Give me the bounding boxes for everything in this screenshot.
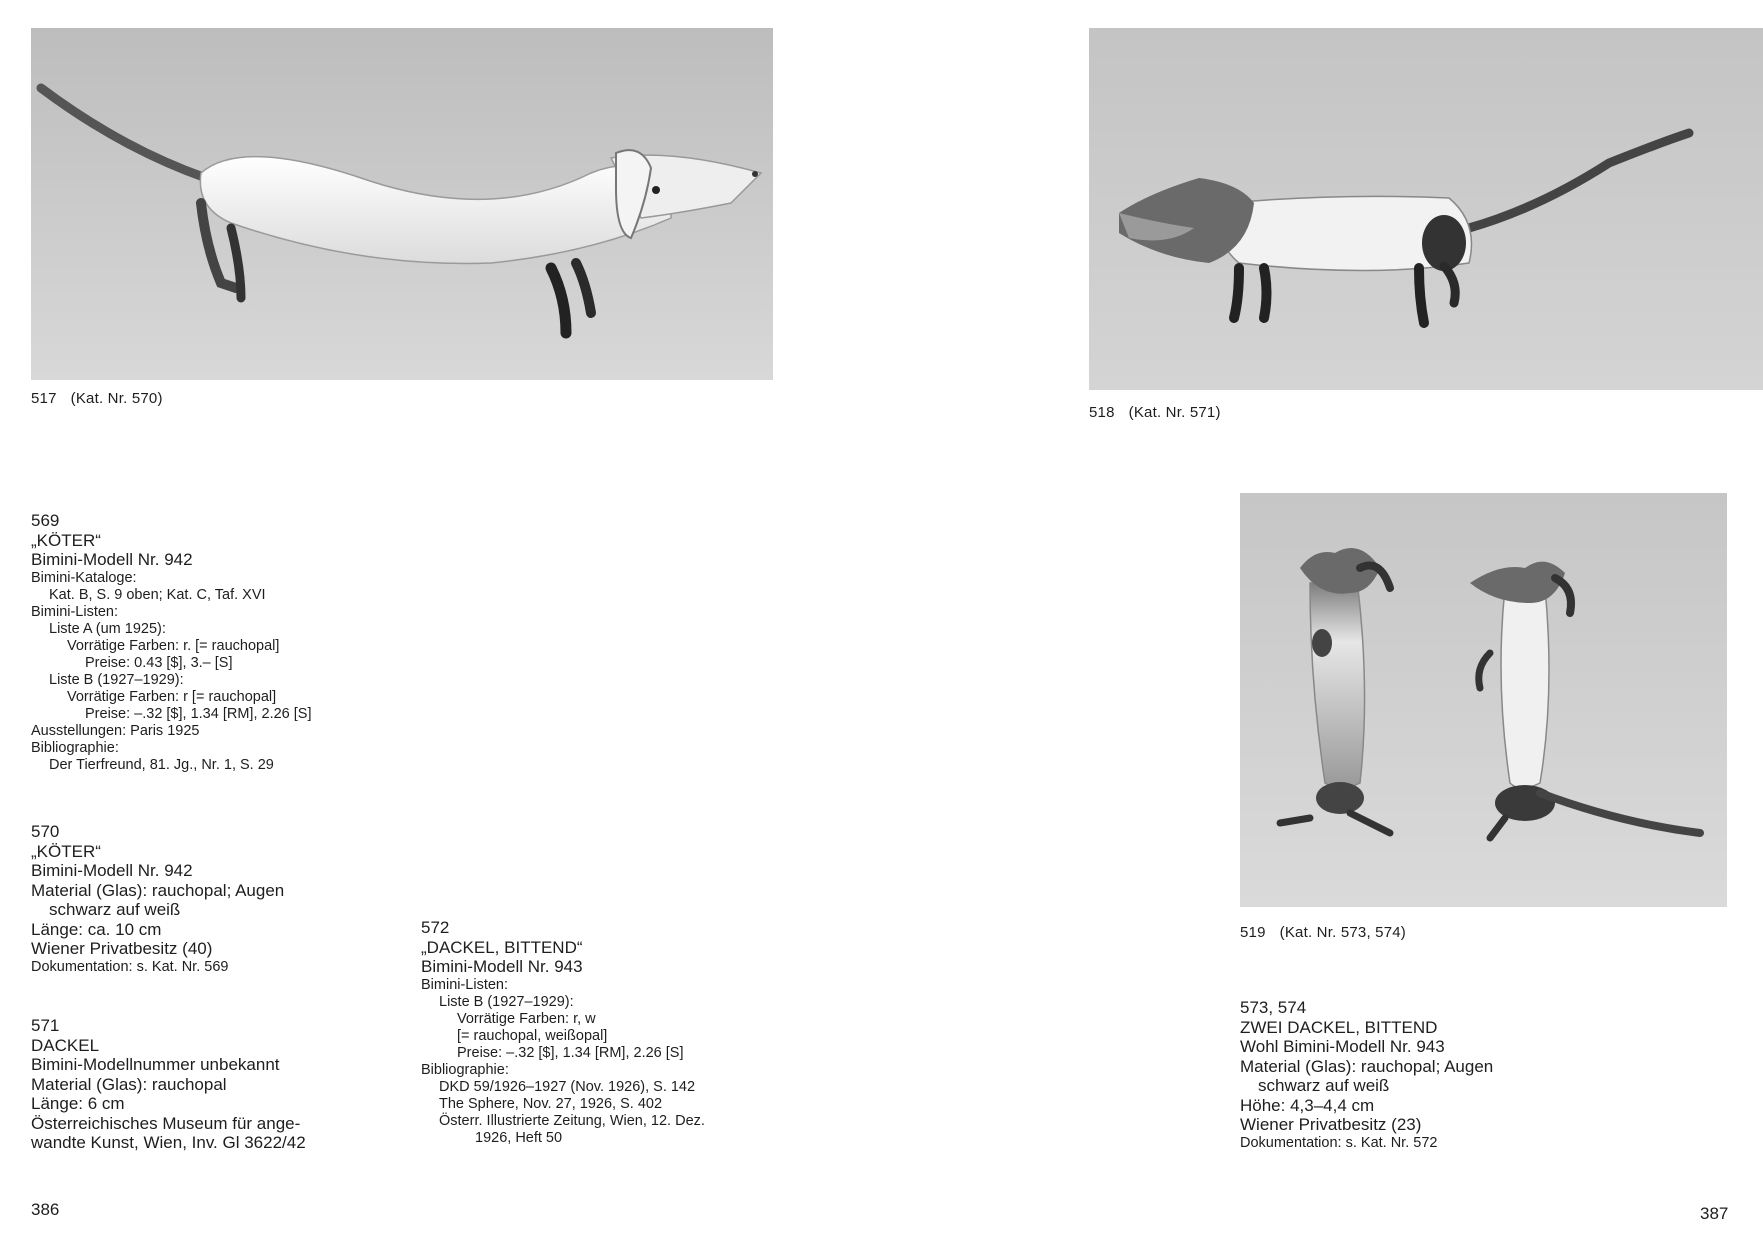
catalog-entry-573-574: [1240, 998, 1493, 1152]
photo-518-caption: [1089, 404, 1221, 421]
photo-519-two-dachshunds: [1240, 493, 1727, 907]
entry-model: Bimini-Modell Nr. 942: [31, 550, 193, 569]
entry-model: Bimini-Modellnummer unbekannt: [31, 1055, 280, 1074]
catalog-entry-571: [31, 1016, 306, 1153]
entry-material: Material (Glas): rauchopal: [31, 1074, 227, 1094]
entry-model: Bimini-Modell Nr. 943: [421, 957, 583, 976]
entry-material-continued: schwarz auf weiß: [1258, 1076, 1390, 1095]
entry-detail-line: Ausstellungen: Paris 1925: [31, 722, 200, 739]
entry-number: 573, 574: [1240, 998, 1307, 1017]
catalog-entry-569: [31, 511, 311, 774]
entry-size: Länge: 6 cm: [31, 1094, 125, 1113]
entry-owner-continued: wandte Kunst, Wien, Inv. Gl 3622/42: [31, 1133, 306, 1152]
entry-detail-line: Preise: 0.43 [$], 3.– [S]: [85, 654, 233, 671]
entry-detail-line: The Sphere, Nov. 27, 1926, S. 402: [439, 1095, 663, 1112]
photo-517-caption: [31, 390, 163, 407]
page-number-left: 386: [31, 1200, 60, 1219]
caption-number: 519: [1240, 924, 1266, 941]
entry-detail-line: Preise: –.32 [$], 1.34 [RM], 2.26 [S]: [85, 705, 312, 722]
photo-518-dachshund: [1089, 28, 1763, 390]
entry-title: „KÖTER“: [31, 841, 101, 861]
entry-size: Höhe: 4,3–4,4 cm: [1240, 1095, 1375, 1115]
entry-detail-line: Liste B (1927–1929):: [49, 671, 184, 688]
catalog-entry-570: [31, 822, 284, 976]
catalog-entry-572: [421, 918, 705, 1147]
entry-material: Material (Glas): rauchopal; Augen: [31, 880, 285, 900]
entry-detail-line: Vorrätige Farben: r. [= rauchopal]: [67, 637, 280, 654]
caption-number: 517: [31, 390, 57, 407]
entry-detail-line: Kat. B, S. 9 oben; Kat. C, Taf. XVI: [49, 586, 266, 603]
entry-detail-line: [= rauchopal, weißopal]: [457, 1027, 608, 1044]
entry-title: ZWEI DACKEL, BITTEND: [1240, 1017, 1438, 1037]
caption-reference: (Kat. Nr. 571): [1128, 404, 1221, 421]
entry-detail-line: Bibliographie:: [31, 739, 119, 756]
photo-519-caption: [1240, 924, 1406, 941]
caption-number: 518: [1089, 404, 1115, 421]
entry-material-continued: schwarz auf weiß: [49, 900, 181, 919]
page-number-right: 387: [1700, 1204, 1729, 1223]
entry-detail-line: Liste B (1927–1929):: [439, 993, 574, 1010]
entry-model: Bimini-Modell Nr. 942: [31, 861, 193, 880]
entry-number: 570: [31, 822, 60, 841]
entry-material: Material (Glas): rauchopal; Augen: [1240, 1056, 1494, 1076]
entry-title: „KÖTER“: [31, 530, 101, 550]
entry-documentation: Dokumentation: s. Kat. Nr. 569: [31, 958, 229, 975]
entry-documentation: Dokumentation: s. Kat. Nr. 572: [1240, 1134, 1438, 1151]
entry-detail-line: 1926, Heft 50: [475, 1129, 563, 1146]
entry-owner: Wiener Privatbesitz (23): [1240, 1115, 1422, 1134]
entry-detail-line: Bimini-Kataloge:: [31, 569, 137, 586]
entry-owner: Wiener Privatbesitz (40): [31, 939, 213, 958]
caption-reference: (Kat. Nr. 573, 574): [1279, 924, 1407, 941]
entry-title: DACKEL: [31, 1035, 100, 1055]
entry-title: „DACKEL, BITTEND“: [421, 937, 583, 957]
entry-detail-line: Der Tierfreund, 81. Jg., Nr. 1, S. 29: [49, 756, 274, 773]
entry-model: Wohl Bimini-Modell Nr. 943: [1240, 1037, 1445, 1056]
entry-detail-line: Bimini-Listen:: [31, 603, 119, 620]
entry-detail-line: Vorrätige Farben: r [= rauchopal]: [67, 688, 277, 705]
entry-detail-line: Vorrätige Farben: r, w: [457, 1010, 596, 1027]
entry-number: 572: [421, 918, 450, 937]
photo-517-dachshund: [31, 28, 773, 380]
entry-size: Länge: ca. 10 cm: [31, 919, 162, 939]
caption-reference: (Kat. Nr. 570): [70, 390, 163, 407]
entry-detail-line: Bimini-Listen:: [421, 976, 509, 993]
entry-detail-line: DKD 59/1926–1927 (Nov. 1926), S. 142: [439, 1078, 696, 1095]
entry-detail-line: Preise: –.32 [$], 1.34 [RM], 2.26 [S]: [457, 1044, 684, 1061]
entry-number: 571: [31, 1016, 60, 1035]
entry-number: 569: [31, 511, 60, 530]
entry-detail-line: Bibliographie:: [421, 1061, 509, 1078]
entry-detail-line: Liste A (um 1925):: [49, 620, 166, 637]
entry-detail-line: Österr. Illustrierte Zeitung, Wien, 12. Dez.: [439, 1112, 705, 1129]
entry-owner: Österreichisches Museum für ange-: [31, 1113, 301, 1133]
